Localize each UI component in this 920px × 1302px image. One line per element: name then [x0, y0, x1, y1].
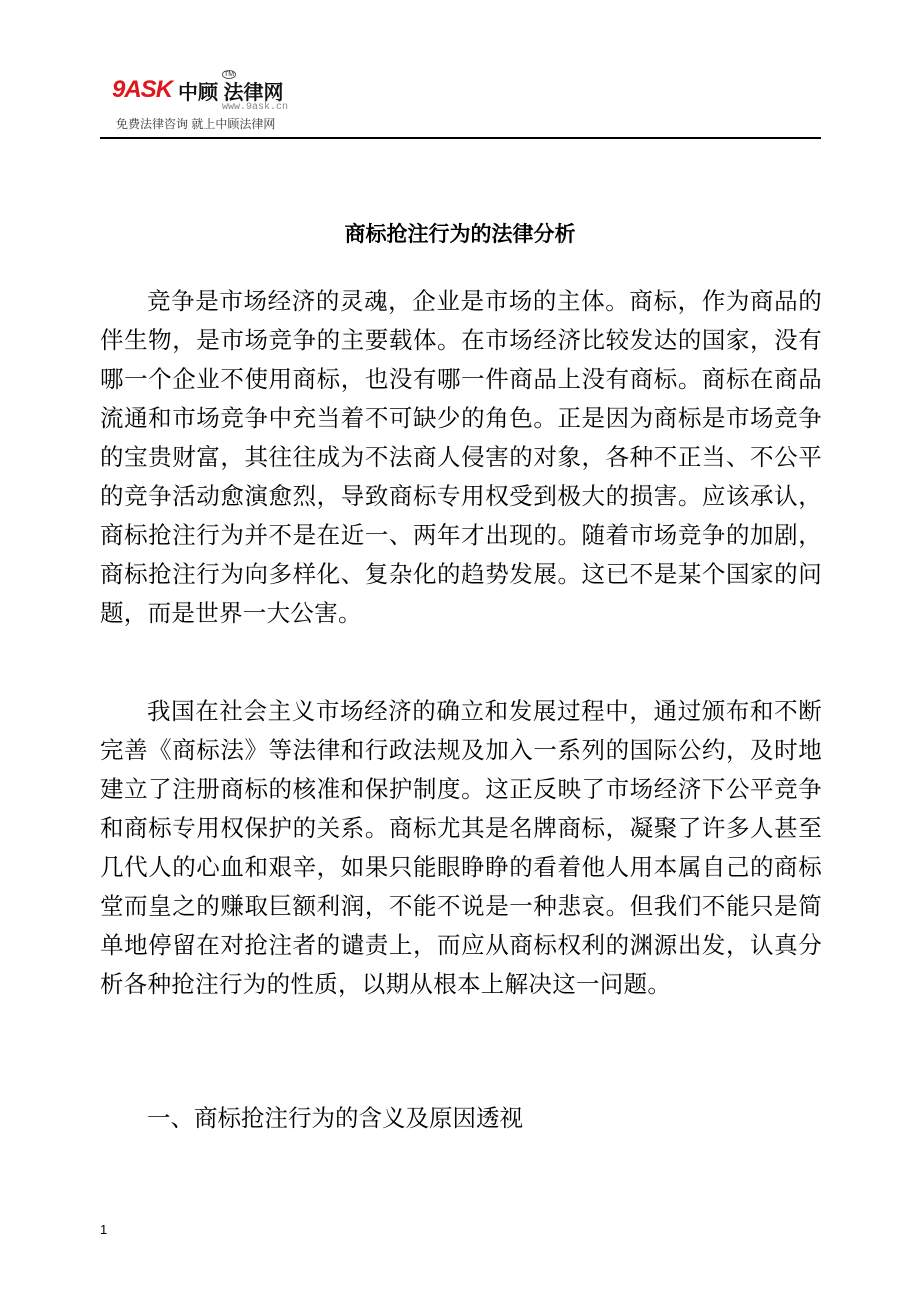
- logo-slogan: 免费法律咨询 就上中顾法律网: [116, 117, 276, 131]
- paragraph-2: 我国在社会主义市场经济的确立和发展过程中，通过颁布和不断完善《商标法》等法律和行政法规及加入一系列的国际公约，及时地建立了注册商标的核准和保护制度。这正反映了市场经济下公平竞争和商标专用权保护的关系。商标尤其是名牌商标，凝聚了许多人甚至几代人的心血和艰辛，如果只能眼睁睁的看着他人用本属自己的商标堂而皇之的赚取巨额利润，不能不说是一种悲哀。但我们不能只是简单地停留在对抢注者的谴责上，而应从商标权利的渊源出发，认真分析各种抢注行为的性质，以期从根本上解决这一问题。: [100, 697, 822, 998]
- document-title: 商标抢注行为的法律分析: [344, 221, 576, 246]
- page-number: 1: [100, 1222, 108, 1237]
- logo-brand: 9ASK: [112, 76, 173, 103]
- paragraph-1: 竞争是市场经济的灵魂，企业是市场的主体。商标，作为商品的伴生物，是市场竞争的主要载体。在市场经济比较发达的国家，没有哪一个企业不使用商标，也没有哪一件商品上没有商标。商标在商品流通和市场竞争中充当着不可缺少的角色。正是因为商标是市场竞争的宝贵财富，其往往成为不法商人侵害的对象，各种不正当、不公平的竞争活动愈演愈烈，导致商标专用权受到极大的损害。应该承认，商标抢注行为并不是在近一、两年才出现的。随着市场竞争的加剧，商标抢注行为向多样化、复杂化的趋势发展。这已不是某个国家的问题，而是世界一大公害。: [100, 287, 822, 627]
- header-divider: [100, 137, 821, 139]
- section-heading: 一、商标抢注行为的含义及原因透视: [147, 1104, 523, 1132]
- logo-url: www.9ask.cn: [222, 102, 289, 113]
- 9ask-logo: [112, 72, 312, 134]
- logo-chinese-name: 中顾 法律网: [178, 82, 284, 104]
- trademark-icon: TM: [224, 71, 235, 78]
